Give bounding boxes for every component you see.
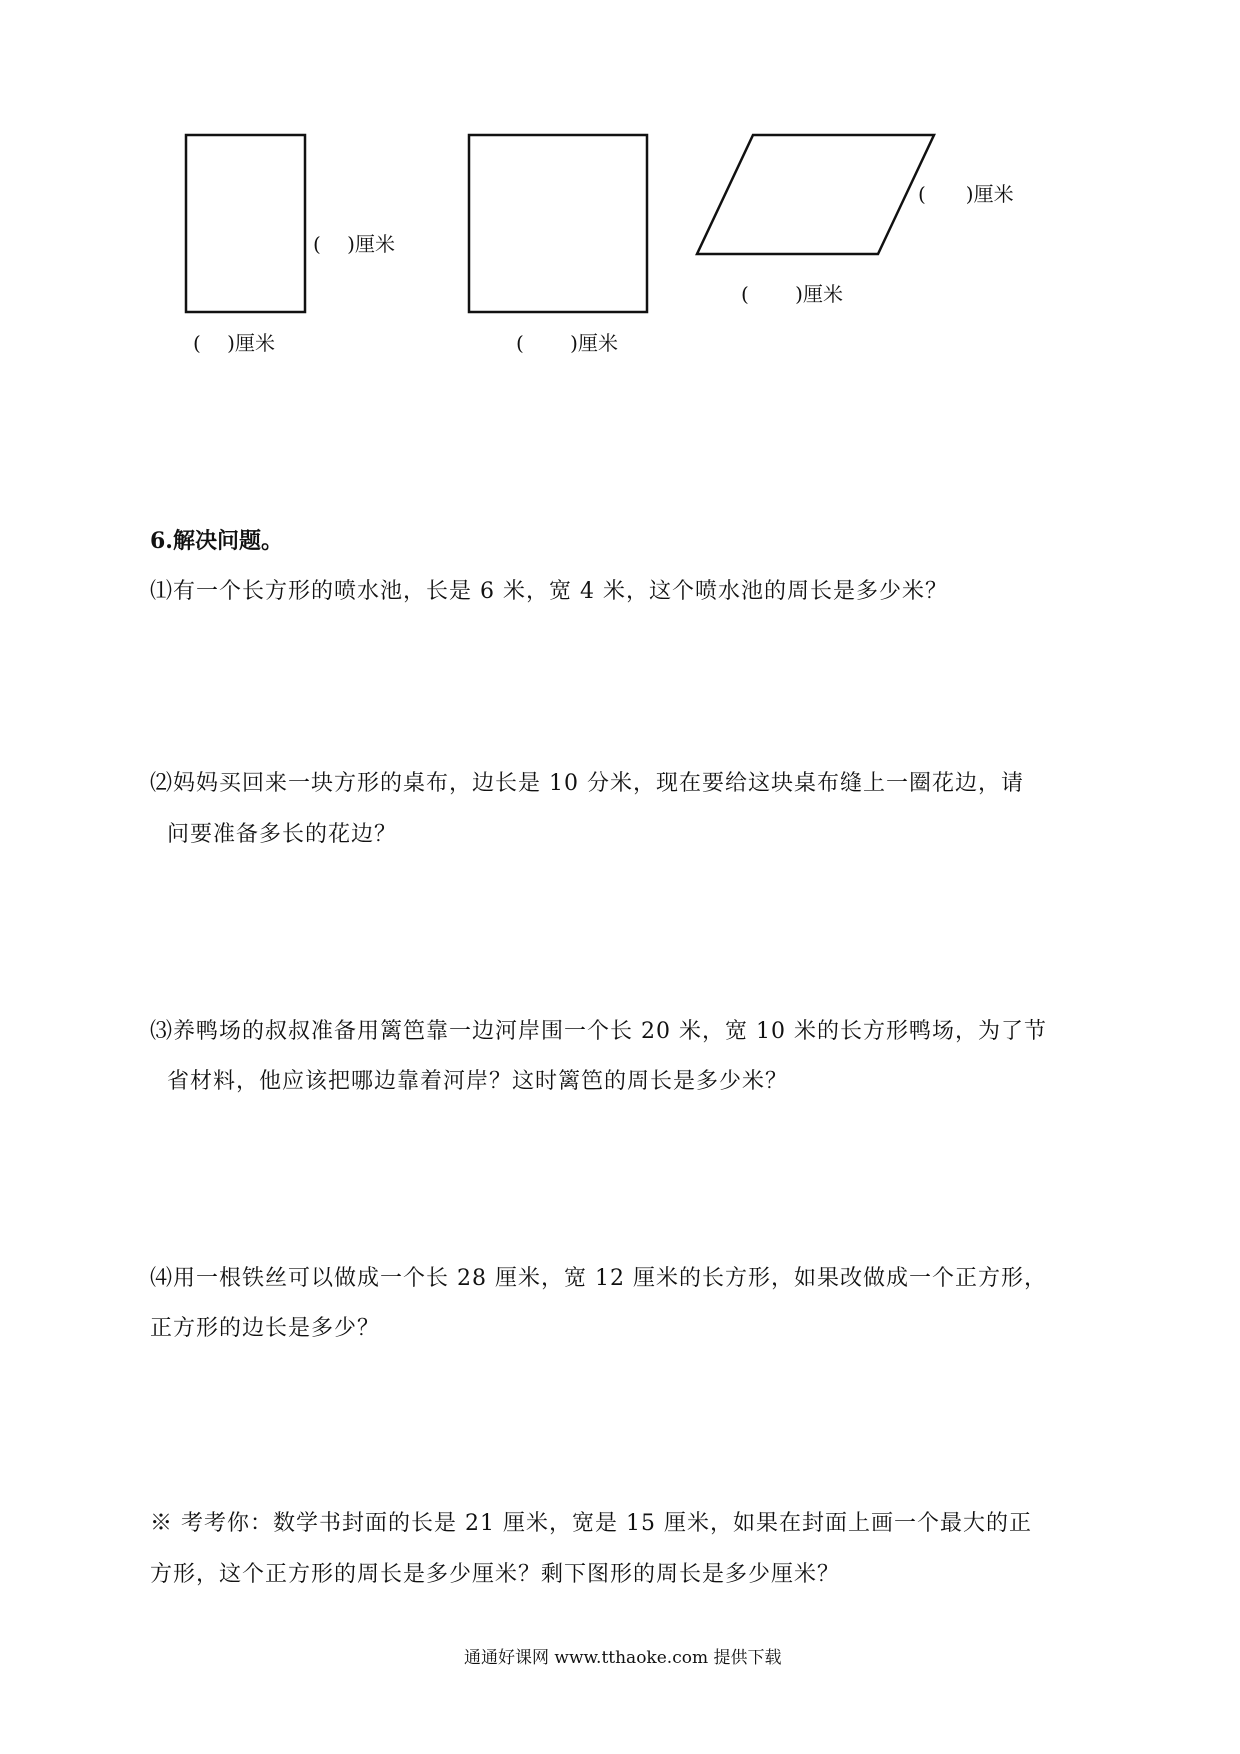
- parallelogram-shape: [697, 135, 934, 254]
- square-shape: [469, 135, 647, 312]
- rectangle-shape: [186, 135, 305, 312]
- section-heading: 6.解决问题。: [150, 528, 283, 554]
- rectangle-width-label: ( )厘米: [313, 232, 395, 256]
- bonus-question-line-2: 方形，这个正方形的周长是多少厘米？剩下图形的周长是多少厘米？: [150, 1562, 841, 1587]
- parallelogram-base-label: ( )厘米: [741, 282, 843, 306]
- question-3-line-1: ⑶养鸭场的叔叔准备用篱笆靠一边河岸围一个长 20 米，宽 10 米的长方形鸭场，为了节: [150, 1019, 1047, 1044]
- figures-svg: [0, 0, 1240, 400]
- question-1-line-1: ⑴有一个长方形的喷水池，长是 6 米，宽 4 米，这个喷水池的周长是多少米？: [150, 579, 948, 604]
- parallelogram-side-label: ( )厘米: [918, 182, 1014, 206]
- question-2-line-1: ⑵妈妈买回来一块方形的桌布，边长是 10 分米，现在要给这块桌布缝上一圈花边，请: [150, 771, 1024, 796]
- rectangle-length-label: ( )厘米: [193, 331, 275, 355]
- question-4-line-2: 正方形的边长是多少？: [150, 1316, 381, 1341]
- page-footer: 通通好课网 www.tthaoke.com 提供下载: [464, 1648, 782, 1668]
- question-2-line-2: 问要准备多长的花边？: [167, 822, 398, 847]
- question-4-line-1: ⑷用一根铁丝可以做成一个长 28 厘米，宽 12 厘米的长方形，如果改做成一个正方形，: [150, 1266, 1047, 1291]
- question-3-line-2: 省材料，他应该把哪边靠着河岸？这时篱笆的周长是多少米？: [167, 1069, 789, 1094]
- square-side-label: ( )厘米: [516, 331, 618, 355]
- bonus-question-line-1: ※ 考考你：数学书封面的长是 21 厘米，宽是 15 厘米，如果在封面上画一个最大的正: [150, 1511, 1032, 1536]
